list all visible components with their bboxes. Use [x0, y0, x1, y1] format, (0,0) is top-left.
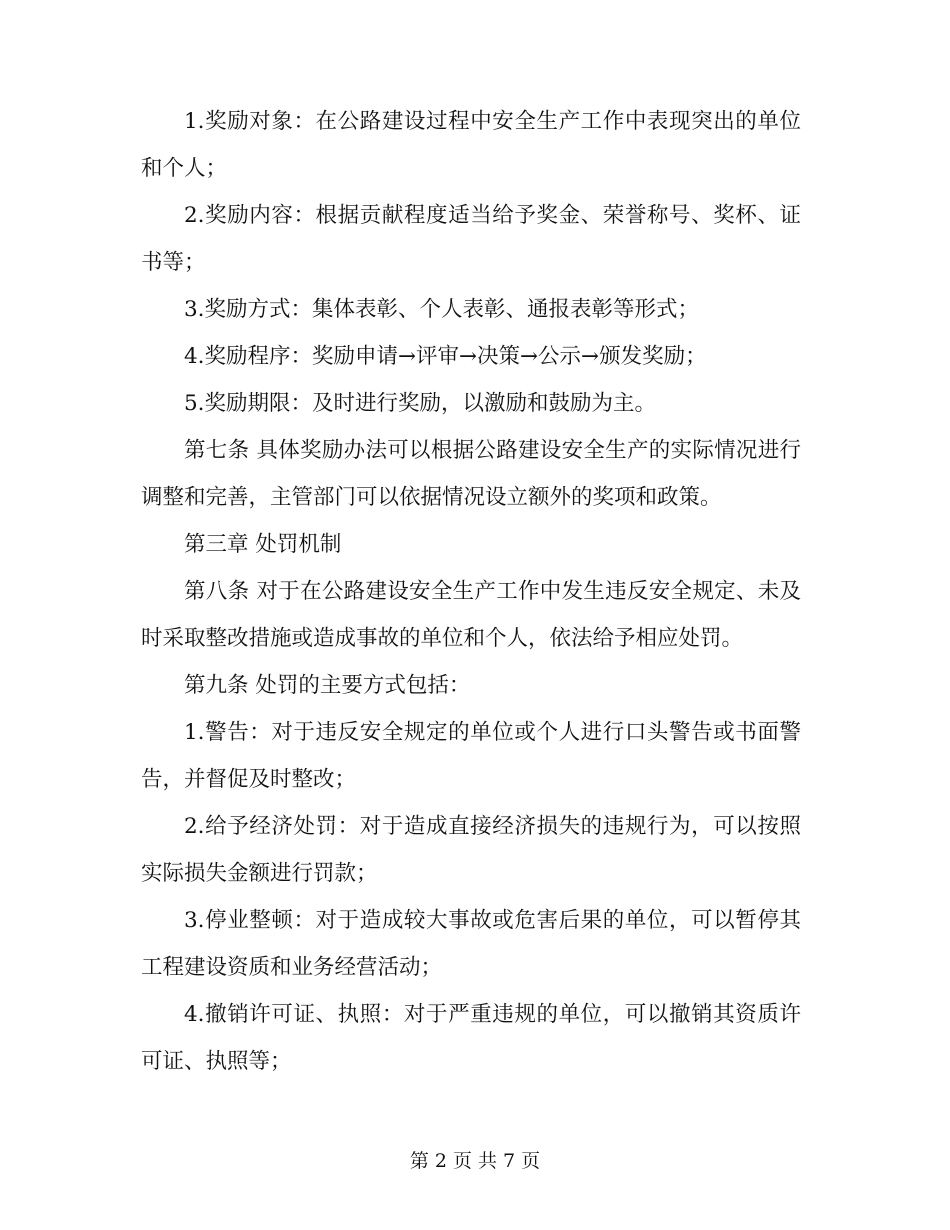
paragraph-reward-target: 1.奖励对象：在公路建设过程中安全生产工作中表现突出的单位和个人； [141, 109, 801, 181]
paragraph-article-9: 第九条 处罚的主要方式包括： [184, 673, 471, 698]
paragraph-reward-procedure: 4.奖励程序：奖励申请→评审→决策→公示→颁发奖励； [184, 344, 707, 369]
paragraph-reward-method: 3.奖励方式：集体表彰、个人表彰、通报表彰等形式； [184, 297, 700, 322]
paragraph-penalty-fine: 2.给予经济处罚：对于造成直接经济损失的违规行为，可以按照实际损失金额进行罚款； [141, 814, 801, 886]
paragraph-reward-content: 2.奖励内容：根据贡献程度适当给予奖金、荣誉称号、奖杯、证书等； [141, 203, 801, 275]
paragraph-penalty-warning: 1.警告：对于违反安全规定的单位或个人进行口头警告或书面警告，并督促及时整改； [141, 720, 801, 792]
paragraph-reward-deadline: 5.奖励期限：及时进行奖励，以激励和鼓励为主。 [184, 391, 657, 416]
paragraph-penalty-revocation: 4.撤销许可证、执照：对于严重违规的单位，可以撤销其资质许可证、执照等； [141, 1002, 801, 1074]
chapter-heading: 第三章 处罚机制 [184, 532, 342, 557]
paragraph-article-8: 第八条 对于在公路建设安全生产工作中发生违反安全规定、未及时采取整改措施或造成事故的单位和个人，依法给予相应处罚。 [141, 579, 801, 651]
paragraph-article-7: 第七条 具体奖励办法可以根据公路建设安全生产的实际情况进行调整和完善，主管部门可以依据情况设立额外的奖项和政策。 [141, 438, 801, 510]
document-body [141, 98, 801, 1085]
page-number: 第 2 页 共 7 页 [409, 1150, 541, 1172]
paragraph-penalty-suspension: 3.停业整顿：对于造成较大事故或危害后果的单位，可以暂停其工程建设资质和业务经营活动； [141, 908, 801, 980]
